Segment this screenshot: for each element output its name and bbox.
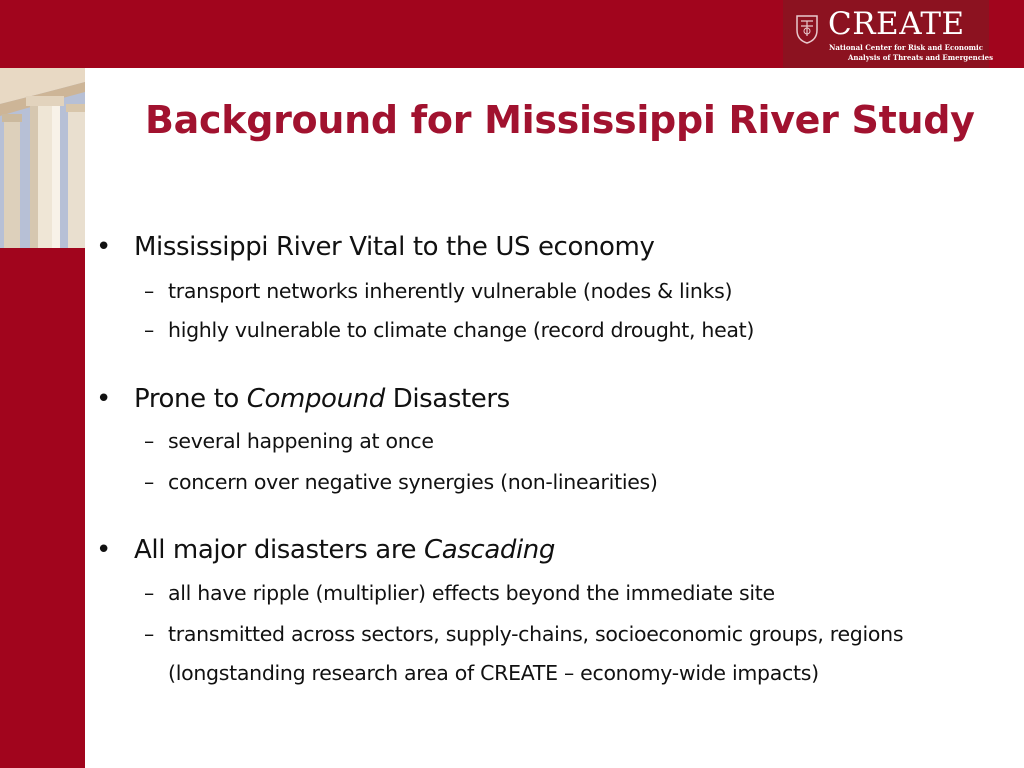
sub-bullet: – concern over negative synergies (non-linearities) [144, 470, 658, 494]
sub-bullet-continuation: (longstanding research area of CREATE – economy-wide impacts) [168, 661, 819, 685]
logo-subtitle-line2: Analysis of Threats and Emergencies [848, 53, 994, 62]
sub-bullet: – transmitted across sectors, supply-chains, socioeconomic groups, regions [144, 622, 904, 646]
bullet-icon: • [96, 535, 112, 565]
sub-bullet: – all have ripple (multiplier) effects beyond the immediate site [144, 581, 775, 605]
sub-bullet: – transport networks inherently vulnerable (nodes & links) [144, 279, 733, 303]
columns-photo [0, 68, 85, 248]
bullet-text: All major disasters are Cascading [134, 535, 555, 565]
sub-bullet: – highly vulnerable to climate change (record drought, heat) [144, 318, 755, 342]
slide-title: Background for Mississippi River Study [145, 98, 975, 142]
seal-icon [795, 14, 819, 44]
bullet-icon: • [96, 384, 112, 414]
create-logo [783, 0, 994, 68]
bullet-icon: • [96, 232, 112, 262]
bullet-text: Mississippi River Vital to the US economy [134, 232, 655, 262]
logo-subtitle-line1: National Center for Risk and Economic [829, 43, 983, 52]
bullet-text: Prone to Compound Disasters [134, 384, 510, 414]
sub-bullet: – several happening at once [144, 429, 434, 453]
logo-wordmark: CREATE [828, 6, 965, 42]
